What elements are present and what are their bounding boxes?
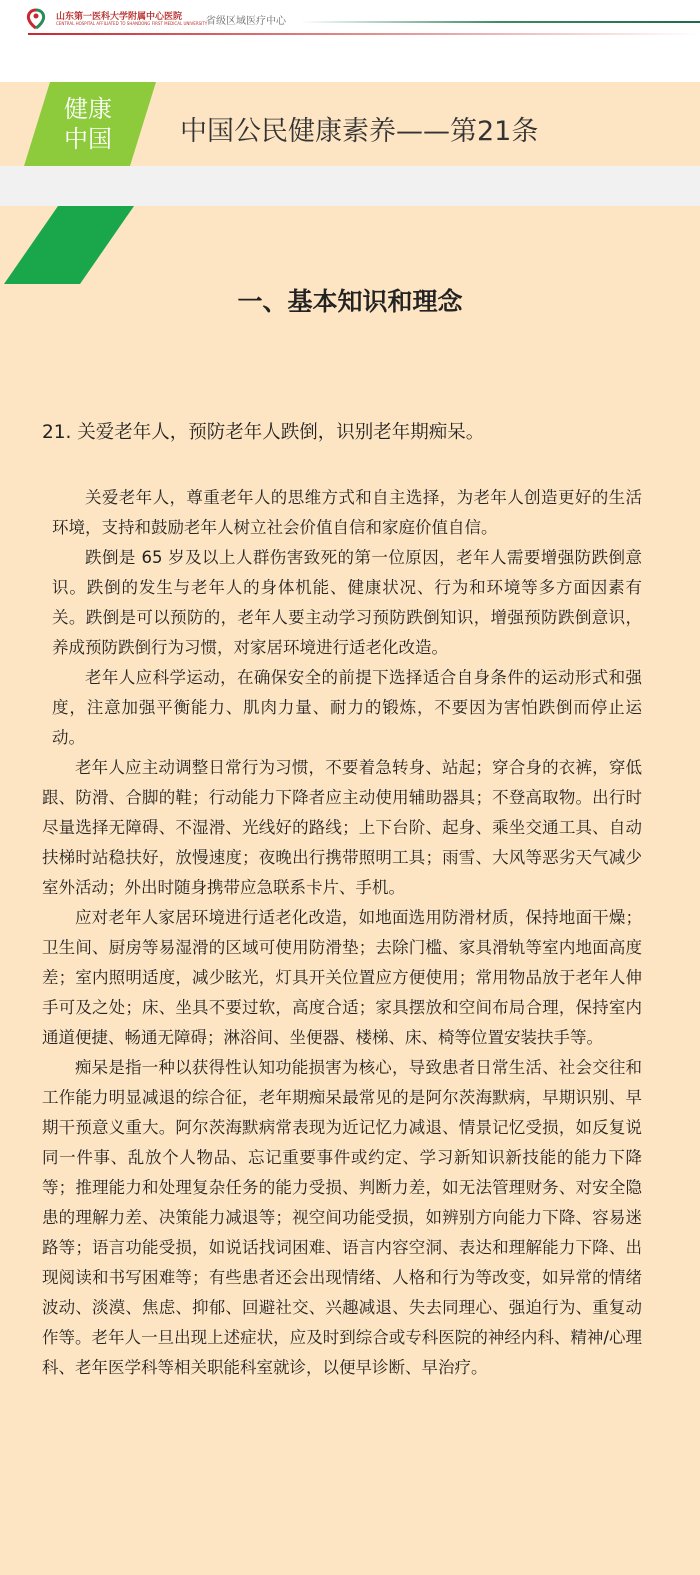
- center-label: 省级区域医疗中心: [206, 16, 286, 27]
- hospital-logo-icon: [24, 7, 48, 31]
- section-title: 一、基本知识和理念: [237, 287, 463, 316]
- site-header: [0, 0, 700, 36]
- paragraph: 老年人应主动调整日常行为习惯，不要着急转身、站起；穿合身的衣裤，穿低跟、防滑、合脚的鞋；行动能力下降者应主动使用辅助器具；不登高取物。出行时尽量选择无障碍、不湿滑、光线好的路线；上下台阶、起身、乘坐交通工具、自动扶梯时站稳扶好，放慢速度；夜晚出行携带照明工具；雨雪、大风等恶劣天气减少室外活动；外出时随身携带应急联系卡片、手机。: [42, 758, 642, 897]
- page-title: 中国公民健康素养——第21条: [180, 116, 539, 147]
- hospital-name-en: CENTRAL HOSPITAL AFFILIATED TO SHANDONG FIRST MEDICAL UNIVERSITY: [56, 21, 208, 26]
- header-divider-green: [300, 21, 700, 23]
- paragraph: 跌倒是 65 岁及以上人群伤害致死的第一位原因，老年人需要增强防跌倒意识。跌倒的发生与老年人的身体机能、健康状况、行为和环境等多方面因素有关。跌倒是可以预防的，老年人要主动学习预防跌倒知识，增强预防跌倒意识，养成预防跌倒行为习惯，对家居环境进行适老化改造。: [52, 548, 642, 657]
- paragraph: 应对老年人家居环境进行适老化改造，如地面选用防滑材质，保持地面干燥；卫生间、厨房等易湿滑的区域可使用防滑垫；去除门槛、家具滑轨等室内地面高度差；室内照明适度，减少眩光，灯具开关位置应方便使用；常用物品放于老年人伸手可及之处；床、坐具不要过软，高度合适；家具摆放和空间布局合理，保持室内通道便捷、畅通无障碍；淋浴间、坐便器、楼梯、床、椅等位置安装扶手等。: [42, 908, 642, 1047]
- paragraph: 老年人应科学运动，在确保安全的前提下选择适合自身条件的运动形式和强度，注意加强平衡能力、肌肉力量、耐力的锻炼，不要因为害怕跌倒而停止运动。: [52, 668, 642, 747]
- paragraph: 痴呆是指一种以获得性认知功能损害为核心，导致患者日常生活、社会交往和工作能力明显减退的综合征，老年期痴呆最常见的是阿尔茨海默病，早期识别、早期干预意义重大。阿尔茨海默病常表现为近记忆力减退、情景记忆受损，如反复说同一件事、乱放个人物品、忘记重要事件或约定、学习新知识新技能的能力下降等；推理能力和处理复杂任务的能力受损、判断力差，如无法管理财务、对安全隐患的理解力差、决策能力减退等；视空间功能受损，如辨别方向能力下降、容易迷路等；语言功能受损，如说话找词困难、语言内容空洞、表达和理解能力下降、出现阅读和书写困难等；有些患者还会出现情绪、人格和行为等改变，如异常的情绪波动、淡漠、焦虑、抑郁、回避社交、兴趣减退、失去同理心、强迫行为、重复动作等。老年人一旦出现上述症状，应及时到综合或专科医院的神经内科、精神/心理科、老年医学科等相关职能科室就诊，以便早诊断、早治疗。: [42, 1058, 642, 1377]
- hospital-name: 山东第一医科大学附属中心医院: [56, 12, 183, 22]
- badge-line-1: 健康: [64, 95, 112, 123]
- badge-line-2: 中国: [64, 125, 112, 153]
- spacer: [0, 36, 700, 82]
- article-paragraphs: [42, 483, 642, 1383]
- section-accent-shape: [0, 206, 140, 286]
- header-divider-red: [28, 33, 700, 35]
- paragraph: 关爱老年人，尊重老年人的思维方式和自主选择，为老年人创造更好的生活环境，支持和鼓励老年人树立社会价值自信和家庭价值自信。: [52, 488, 642, 537]
- badge-label: [56, 94, 120, 154]
- item-title: 21. 关爱老年人，预防老年人跌倒，识别老年期痴呆。: [42, 422, 485, 443]
- divider-band: [0, 166, 700, 206]
